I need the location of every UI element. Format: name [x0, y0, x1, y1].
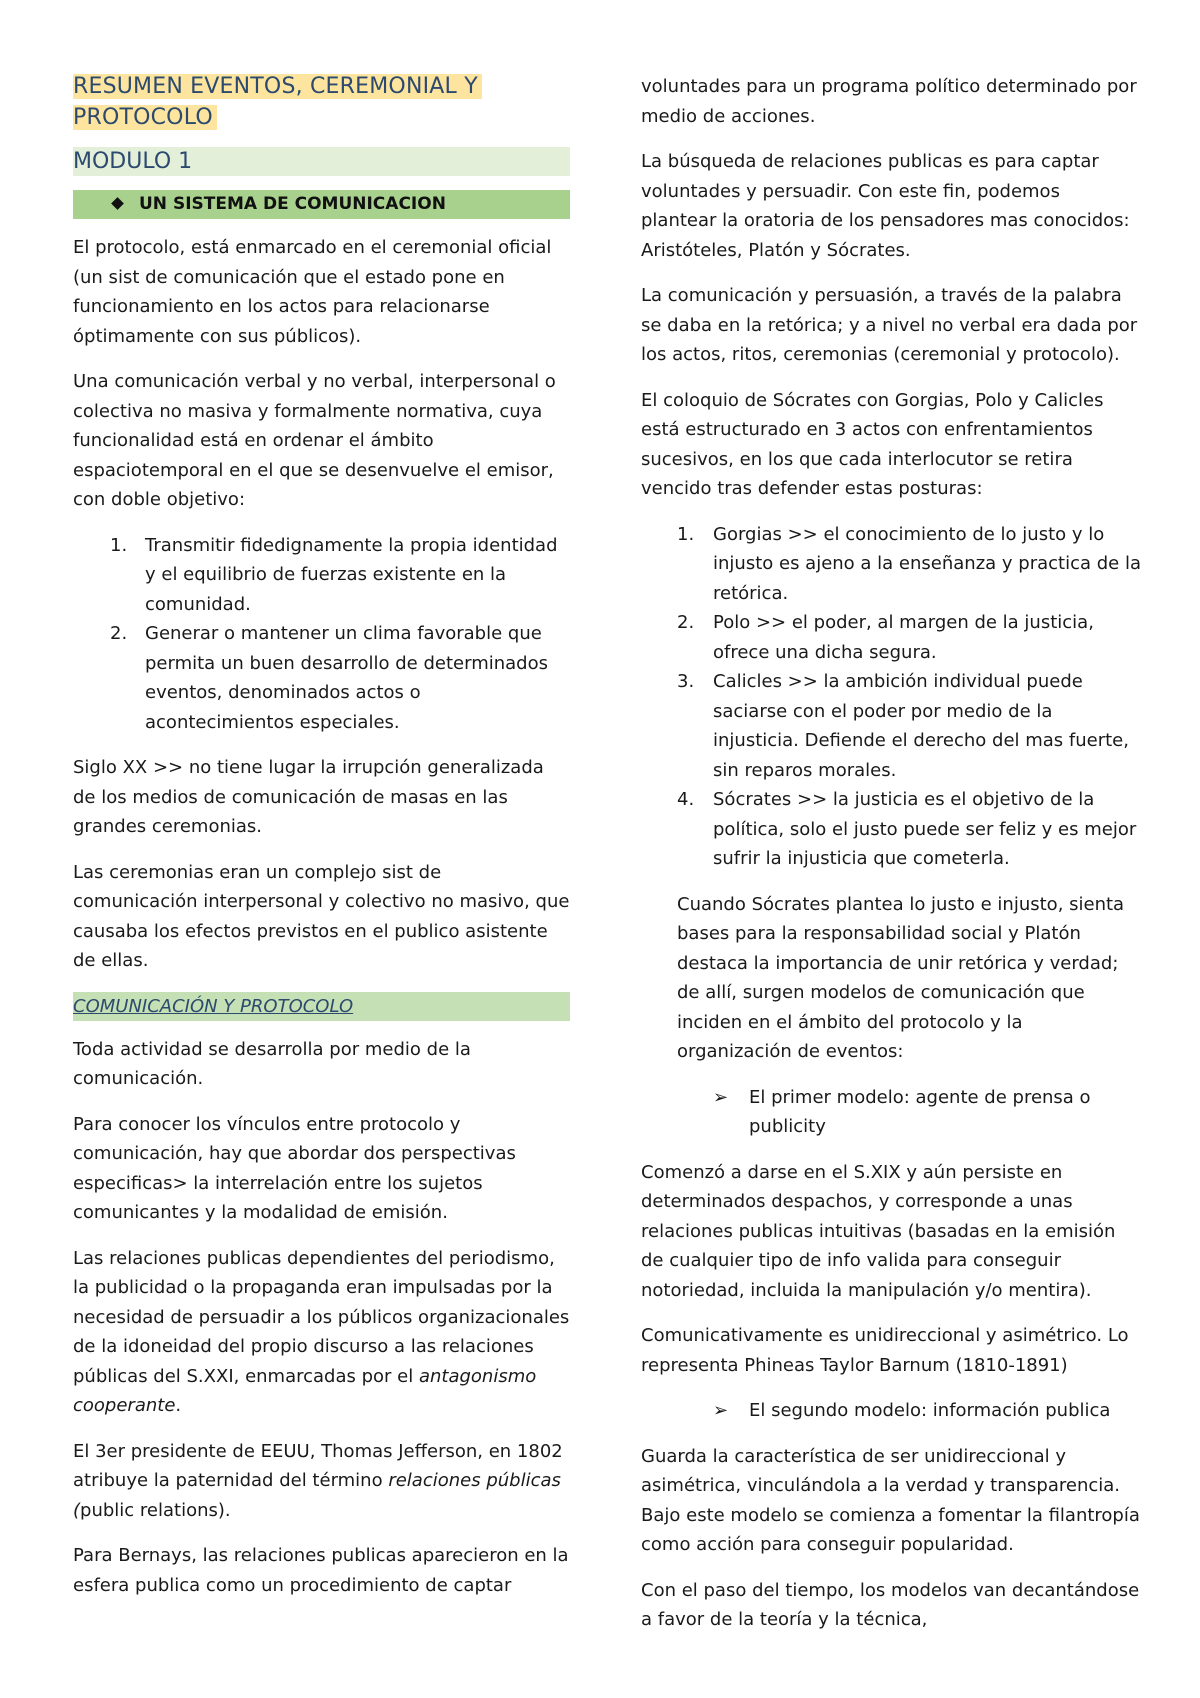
list-item [641, 608, 1141, 667]
list-number: 1. [677, 523, 695, 545]
list-item [641, 667, 1141, 785]
emphasis-text: antagonismo cooperante [73, 1365, 537, 1416]
paragraph: Con el paso del tiempo, los modelos van decantándose a favor de la teoría y la técnica, [641, 1579, 1140, 1630]
text-run: El 3er presidente de EEUU, Thomas Jefferson, en 1802 atribuye la paternidad del término [73, 1440, 563, 1491]
text-run: Las relaciones publicas dependientes del periodismo, la publicidad o la propaganda eran impulsadas por la necesidad de persuadir a los públicos organizacionales de la idoneidad del propio discurso a las relaciones públicas del S.XXI, enmarcadas por el [73, 1247, 570, 1387]
arrow-item-text: El primer modelo: agente de prensa o publicity [749, 1086, 1091, 1137]
paragraph: El coloquio de Sócrates con Gorgias, Polo y Calicles está estructurado en 3 actos con enfrentamientos sucesivos, en los que cada interlocutor se retira vencido tras defender estas posturas: [641, 389, 1104, 499]
arrow-item-text: El segundo modelo: información publica [749, 1400, 1111, 1421]
paragraph: Cuando Sócrates plantea lo justo e injusto, sienta bases para la responsabilidad social y Platón destaca la importancia de unir retórica y verdad; de allí, surgen modelos de comunicación que inciden en el ámbito del protocolo y la organización de eventos: [677, 893, 1125, 1062]
numbered-list [73, 531, 570, 738]
paragraph: Para Bernays, las relaciones publicas aparecieron en la esfera publica como un procedimiento de captar [73, 1545, 569, 1596]
module-heading: MODULO 1 [73, 147, 570, 176]
list-number: 4. [677, 789, 695, 810]
paragraph [73, 1244, 570, 1421]
paragraph: Comenzó a darse en el S.XIX y aún persiste en determinados despachos, y corresponde a unas relaciones publicas intuitivas (basadas en la emisión de cualquier tipo de info valida para conseguir notoriedad, incluida la manipulación y/o mentira). [641, 1161, 1116, 1301]
right-column [641, 72, 1141, 1651]
section-heading [73, 190, 570, 219]
list-number: 2. [110, 623, 128, 644]
numbered-list [641, 520, 1141, 874]
paragraph: Siglo XX >> no tiene lugar la irrupción generalizada de los medios de comunicación de masas en las grandes ceremonias. [73, 757, 544, 837]
paragraph: voluntades para un programa político determinado por medio de acciones. [641, 76, 1137, 127]
arrow-bullet-icon: ➢ [713, 1400, 729, 1421]
list-item-text: Transmitir fidedignamente la propia identidad y el equilibrio de fuerzas existente en la comunidad. [145, 534, 558, 615]
list-item-text: Gorgias >> el conocimiento de lo justo y lo injusto es ajeno a la enseñanza y practica de la retórica. [713, 523, 1141, 604]
subsection-heading: COMUNICACIÓN Y PROTOCOLO [73, 992, 570, 1021]
paragraph: Comunicativamente es unidireccional y asimétrico. Lo representa Phineas Taylor Barnum (1810-1891) [641, 1325, 1129, 1376]
paragraph: La búsqueda de relaciones publicas es para captar voluntades y persuadir. Con este fin, podemos plantear la oratoria de los pensadores mas conocidos: Aristóteles, Platón y Sócrates. [641, 151, 1130, 261]
list-number: 2. [677, 612, 695, 633]
list-item [641, 785, 1141, 874]
list-number: 1. [110, 534, 128, 556]
list-number: 3. [677, 671, 695, 692]
list-item [73, 531, 570, 620]
text-run: public relations). [80, 1499, 231, 1521]
list-item [641, 520, 1141, 609]
text-run: . [175, 1395, 182, 1416]
list-item-text: Generar o mantener un clima favorable que permita un buen desarrollo de determinados eventos, denominados actos o acontecimientos especiales. [145, 623, 548, 733]
paragraph: Una comunicación verbal y no verbal, interpersonal o colectiva no masiva y formalmente normativa, cuya funcionalidad está en ordenar el ámbito espaciotemporal en el que se desenvuelve el emisor, con doble objetivo: [73, 371, 556, 510]
paragraph: La comunicación y persuasión, a través de la palabra se daba en la retórica; y a nivel no verbal era dada por los actos, ritos, ceremonias (ceremonial y protocolo). [641, 285, 1138, 365]
paragraph: Guarda la característica de ser unidireccional y asimétrica, vinculándola a la verdad y transparencia. Bajo este modelo se comienza a fomentar la filantropía como acción para conseguir popularidad. [641, 1445, 1140, 1555]
arrow-bullet-icon: ➢ [713, 1086, 729, 1108]
list-item-text: Calicles >> la ambición individual puede saciarse con el poder por medio de la injusticia. Defiende el derecho del mas fuerte, sin reparos morales. [713, 671, 1129, 781]
paragraph: El protocolo, está enmarcado en el ceremonial oficial (un sist de comunicación que el estado pone en funcionamiento en los actos para relacionarse óptimamente con sus públicos). [73, 237, 552, 347]
section-heading-text: UN SISTEMA DE COMUNICACION [139, 194, 446, 214]
list-item [73, 619, 570, 737]
paragraph: Las ceremonias eran un complejo sist de comunicación interpersonal y colectivo no masivo, que causaba los efectos previstos en el publico asistente de ellas. [73, 861, 570, 971]
left-column [73, 72, 570, 1616]
list-item-text: Polo >> el poder, al margen de la justicia, ofrece una dicha segura. [713, 612, 1094, 663]
arrow-list-item [641, 1396, 1141, 1426]
title-block [73, 72, 543, 133]
arrow-list-item [641, 1083, 1141, 1142]
paragraph [73, 1437, 570, 1526]
emphasis-text: relaciones públicas ( [73, 1470, 561, 1521]
list-item-text: Sócrates >> la justicia es el objetivo de la política, solo el justo puede ser feliz y es mejor sufrir la injusticia que cometerla. [713, 789, 1137, 869]
paragraph: Toda actividad se desarrolla por medio de la comunicación. [73, 1038, 471, 1089]
paragraph: Para conocer los vínculos entre protocolo y comunicación, hay que abordar dos perspectivas especificas> la interrelación entre los sujetos comunicantes y la modalidad de emisión. [73, 1113, 516, 1223]
document-title: RESUMEN EVENTOS, CEREMONIAL Y PROTOCOLO [73, 74, 482, 130]
